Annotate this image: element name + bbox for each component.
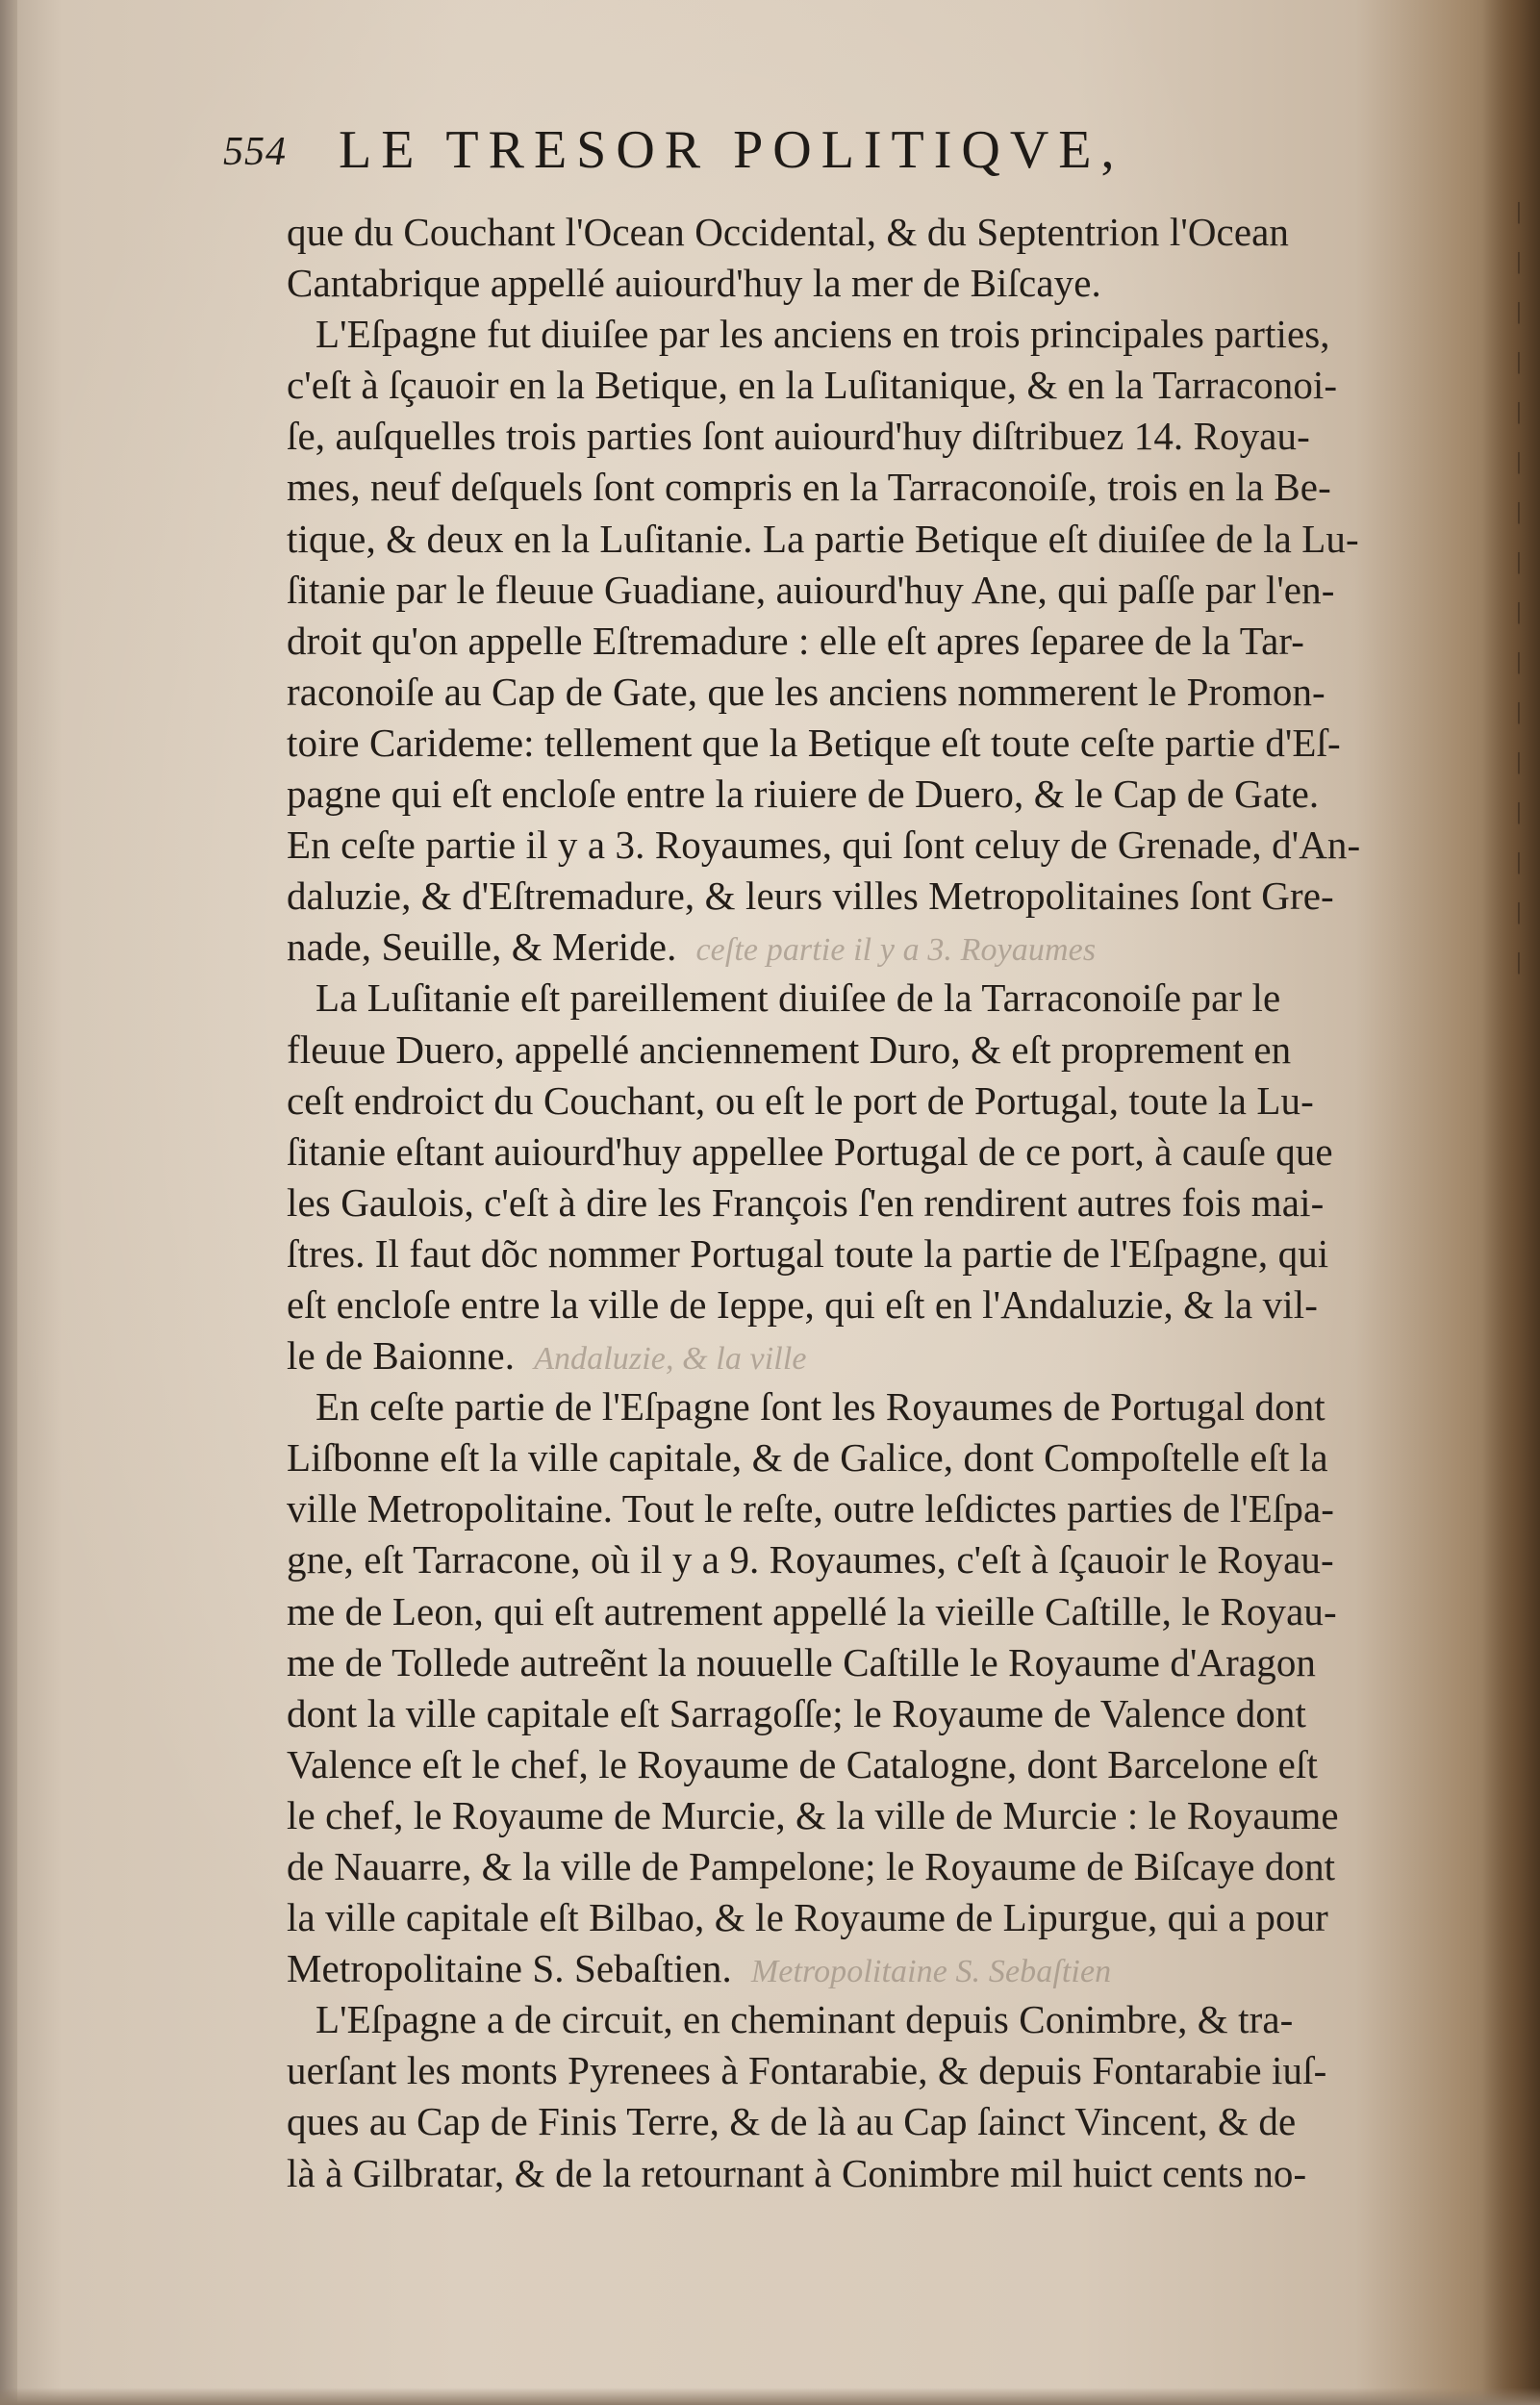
text-line: ſtres. Il faut dõc nommer Portugal toute la partie de l'Eſpagne, qui bbox=[287, 1230, 1329, 1276]
text-line: c'eſt à ſçauoir en la Betique, en la Luſitanique, & en la Tarraconoi- bbox=[287, 363, 1338, 408]
body-text bbox=[287, 207, 1479, 2199]
text-line bbox=[287, 922, 1479, 973]
text-line bbox=[287, 1330, 1479, 1381]
page-bottom-edge bbox=[0, 2388, 1540, 2405]
text-line: toire Carideme: tellement que la Betique eſt toute ceſte partie d'Eſ- bbox=[287, 720, 1341, 765]
text-line-content: le de Baionne. bbox=[287, 1333, 516, 1379]
text-line: ques au Cap de Finis Terre, & de là au Cap ſainct Vincent, & de bbox=[287, 2099, 1297, 2144]
text-line: En ceſte partie il y a 3. Royaumes, qui ſont celuy de Grenade, d'An- bbox=[287, 823, 1361, 868]
text-line: droit qu'on appelle Eſtremadure : elle eſt apres ſeparee de la Tar- bbox=[287, 618, 1305, 663]
text-line: les Gaulois, c'eſt à dire les François ſ'en rendirent autres fois mai- bbox=[287, 1179, 1325, 1225]
text-line: là à Gilbratar, & de la retournant à Conimbre mil huict cents no- bbox=[287, 2150, 1307, 2195]
text-line: que du Couchant l'Ocean Occidental, & du Septentrion l'Ocean bbox=[287, 210, 1290, 254]
text-line: pagne qui eſt encloſe entre la riuiere de Duero, & le Cap de Gate. bbox=[287, 772, 1320, 817]
gutter-bleed-marks: | | | | | | | | | | | | | | | | bbox=[1515, 200, 1523, 975]
text-line: me de Leon, qui eſt autrement appellé la vieille Caſtille, le Royau- bbox=[287, 1588, 1337, 1633]
text-line: me de Tollede autreẽnt la nouuelle Caſtille le Royaume d'Aragon bbox=[287, 1639, 1317, 1684]
text-line: daluzie, & d'Eſtremadure, & leurs villes Metropolitaines ſont Gre- bbox=[287, 873, 1334, 919]
text-line-content: Metropolitaine S. Sebaſtien. bbox=[287, 1946, 732, 1991]
text-line: tique, & deux en la Luſitanie. La partie Betique eſt diuiſee de la Lu- bbox=[287, 516, 1359, 561]
text-line: mes, neuf deſquels ſont compris en la Tarraconoiſe, trois en la Be- bbox=[287, 465, 1331, 510]
text-line bbox=[287, 1943, 1479, 1994]
text-line: Liſbonne eſt la ville capitale, & de Galice, dont Compoſtelle eſt la bbox=[287, 1435, 1328, 1481]
text-line: fleuue Duero, appellé anciennement Duro, & eſt proprement en bbox=[287, 1026, 1292, 1072]
show-through-text: Andaluzie, & la ville bbox=[534, 1341, 807, 1378]
show-through-text: ceſte partie il y a 3. Royaumes bbox=[695, 932, 1097, 969]
text-line: ceſt endroict du Couchant, ou eſt le port de Portugal, toute la Lu- bbox=[287, 1077, 1314, 1123]
text-line: le chef, le Royaume de Murcie, & la ville de Murcie : le Royaume bbox=[287, 1792, 1339, 1837]
text-line: ville Metropolitaine. Tout le reſte, outre leſdictes parties de l'Eſpa- bbox=[287, 1486, 1335, 1532]
text-line: ſitanie par le fleuue Guadiane, auiourd'huy Ane, qui paſſe par l'en- bbox=[287, 567, 1335, 612]
text-line: raconoiſe au Cap de Gate, que les anciens nommerent le Promon- bbox=[287, 669, 1325, 714]
page-left-edge bbox=[0, 0, 17, 2405]
show-through-text: Metropolitaine S. Sebaſtien bbox=[750, 1954, 1112, 1990]
text-line: ſe, auſquelles trois parties ſont auiourd'huy diſtribuez 14. Royau- bbox=[287, 414, 1310, 459]
text-line: eſt encloſe entre la ville de Ieppe, qui eſt en l'Andaluzie, & la vil- bbox=[287, 1281, 1318, 1327]
text-line: L'Eſpagne fut diuiſee par les anciens en trois principales parties, bbox=[316, 312, 1330, 357]
text-line: ſitanie eſtant auiourd'huy appellee Portugal de ce port, à cauſe que bbox=[287, 1128, 1333, 1174]
running-title: LE TRESOR POLITIQVE, bbox=[339, 120, 1124, 180]
book-gutter bbox=[1482, 0, 1540, 2405]
page-number: 554 bbox=[223, 130, 287, 174]
text-line: la ville capitale eſt Bilbao, & le Royaume de Lipurgue, qui a pour bbox=[287, 1895, 1328, 1940]
text-line: gne, eſt Tarracone, où il y a 9. Royaumes, c'eſt à ſçauoir le Royau- bbox=[287, 1537, 1334, 1582]
text-line: La Luſitanie eſt pareillement diuiſee de la Tarraconoiſe par le bbox=[316, 975, 1281, 1021]
text-line: Cantabrique appellé auiourd'huy la mer de Biſcaye. bbox=[287, 261, 1101, 306]
text-line: uerſant les monts Pyrenees à Fontarabie, & depuis Fontarabie iuſ- bbox=[287, 2048, 1327, 2093]
text-line-content: nade, Seuille, & Meride. bbox=[287, 924, 677, 970]
text-line: L'Eſpagne a de circuit, en cheminant depuis Conimbre, & tra- bbox=[316, 1997, 1294, 2042]
text-line: de Nauarre, & la ville de Pampelone; le Royaume de Biſcaye dont bbox=[287, 1844, 1336, 1888]
text-line: Valence eſt le chef, le Royaume de Catalogne, dont Barcelone eſt bbox=[287, 1741, 1318, 1786]
text-line: dont la ville capitale eſt Sarragoſſe; le Royaume de Valence dont bbox=[287, 1690, 1306, 1735]
page-header bbox=[223, 119, 1377, 187]
text-line: En ceſte partie de l'Eſpagne ſont les Royaumes de Portugal dont bbox=[316, 1384, 1325, 1430]
